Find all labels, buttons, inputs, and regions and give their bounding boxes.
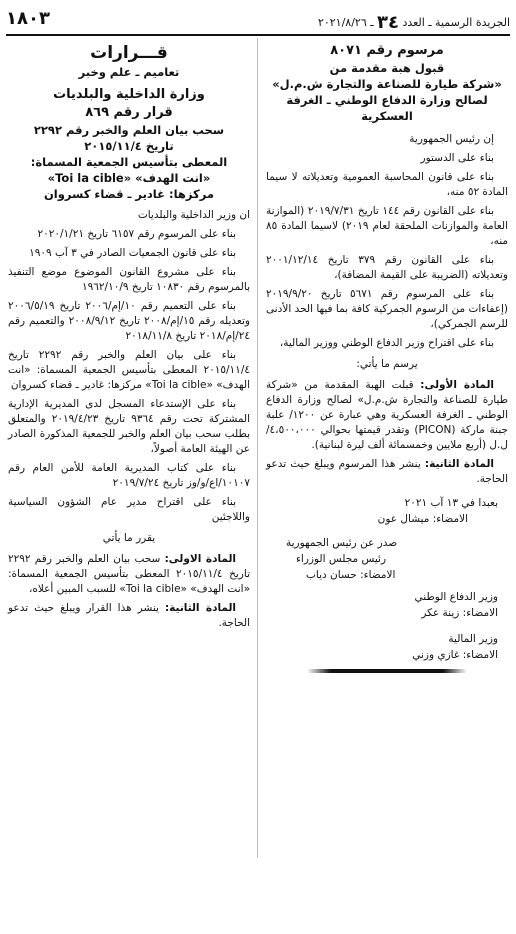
page-number: ١٨٠٣ [6,8,50,29]
end-ornament [307,669,467,673]
gazette-name: الجريدة الرسمية ـ العدد [402,16,510,29]
decree-article-1 [266,378,508,453]
association-name: «انت الهدف» «Toi la cible» [47,171,211,185]
decision-date: تاريخ ٢٠١٥/١١/٤ [84,139,174,153]
decree-preamble-paragraph: بناء على اقتراح وزير الدفاع الوطني ووزير المالية، [279,337,494,349]
decree-article-1-text: قبلت الهبة المقدمة من «شركة طيارة للصناعة والتجارة ش.م.ل» لصالح وزارة الدفاع الوطني ـ الغرفة العسكرية وهي عبارة عن ١٢٠٠/ علبة جبنة ماركة (PICON) وتقدر قيمتها بحوالي ٤،٥٠٠،٠٠٠/ ل.ل (أربع ملايين وخمسمائة ألف ليرة لبنانية). [266,379,508,451]
issued-by: صدر عن رئيس الجمهورية [286,537,398,549]
decision-article-2 [8,601,250,631]
decree-article-2-label: المادة الثانية: [424,458,494,470]
decree-preamble-paragraph: إن رئيس الجمهورية [409,133,494,145]
decision-article-1 [8,552,250,597]
decree-signatures [266,495,508,673]
decision-preamble-paragraph: بناء على التعميم رقم ١٠/إم/٢٠٠٦ تاريخ ٢٠٠٦/٥/١٩ وتعديله رقم ١٥/إم/٢٠٠٨ تاريخ ٢٠٠٨/٩/١٢ والتعميم رقم ٢٤/إم/٢٠١٨ تاريخ ٢٠١٨/١١/٨ [8,300,250,342]
finance-minister-title: وزير المالية [448,633,498,645]
decision-preamble-paragraph: بناء على مشروع القانون الموضوع موضع التنفيذ بالمرسوم رقم ١٠٨٣٠ تاريخ ١٩٦٢/١٠/٩ [8,266,250,293]
decision-article-1-text: سحب بيان العلم والخبر رقم ٢٢٩٢ تاريخ ٢٠١٥/١١/٤ المعطى بتأسيس الجمعية المسماة: «انت الهدف» «Toi la cible» للسبب المبين أعلاه، [8,553,250,595]
decision-preamble-paragraph: بناء على المرسوم رقم ٦١٥٧ تاريخ ٢٠٢٠/١/٢١ [37,228,236,240]
defense-minister-title: وزير الدفاع الوطني [414,591,498,603]
association-line: المعطى بتأسيس الجمعية المسماة: [30,155,228,169]
signing-date: بعبدا في ١٣ آب ٢٠٢١ [404,497,498,509]
page-header [6,6,510,36]
decree-article-1-label: المادة الأولى: [420,379,495,391]
decree-subject-line1: قبول هبة مقدمة من [329,61,445,75]
section-subtitle: تعاميم ـ علم وخبر [78,65,180,79]
issue-date: ـ ٢٠٢١/٨/٢٦ [317,16,374,29]
decisions-column [8,42,250,635]
issue-number: ٣٤ [376,12,399,33]
association-seat: مركزها: غادير ـ قضاء كسروان [43,187,214,201]
finance-minister-signature: الامضاء: غازي وزني [412,649,498,661]
decree-preamble-paragraph: بناء على المرسوم رقم ٥٦٧١ تاريخ ٢٠١٩/٩/٢٠ (إعفاءات من الرسوم الجمركية كافة بما فيها الحد الأدنى للرسم الجمركي)، [266,288,508,330]
decision-preamble-paragraph: بناء على اقتراح مدير عام الشؤون السياسية واللاجئين [8,496,250,523]
decision-preamble-paragraph: بناء على قانون الجمعيات الصادر في ٣ آب ١٩٠٩ [29,247,236,259]
decision-article-2-label: المادة الثانية: [164,602,236,614]
ministry-name: وزارة الداخلية والبلديات [53,87,205,102]
decision-article-2-text: ينشر هذا القرار ويبلغ حيث تدعو الحاجة. [8,602,250,629]
decree-preamble-paragraph: بناء على القانون رقم ١٤٤ تاريخ ٢٠١٩/٧/٣١ (الموازنة العامة والموازنات الملحقة لعام ٢٠١٩) لاسيما المادة ٨٥ منه، [266,205,508,247]
decision-preamble-paragraph: بناء على الإستدعاء المسجل لدى المديرية الإدارية المشتركة تحت رقم ٩٣٦٤ تاريخ ٢٠١٩/٤/٢٣ والمتعلق بطلب سحب بيان العلم والخبر للجمعية المذكورة الصادر عن الهيئة العامة أصولاً، [8,398,251,455]
decree-column [266,42,508,673]
decides-label: يقرر ما يأتي [102,532,156,544]
column-divider [257,38,258,858]
decree-preamble-paragraph: بناء على قانون المحاسبة العمومية وتعديلاته لا سيما المادة ٥٢ منه، [266,171,508,198]
pm-signature: الامضاء: حسان دياب [306,569,396,581]
president-signature: الامضاء: ميشال عون [377,513,468,525]
decree-preamble-paragraph: بناء على الدستور [420,152,494,164]
gazette-header-title [318,12,510,33]
decision-subject: سحب بيان العلم والخبر رقم ٢٢٩٢ [33,123,225,137]
decision-preamble-paragraph: بناء على كتاب المديرية العامة للأمن العام رقم ١٠١٠٧/اع/و/وز تاريخ ٢٠١٩/٧/٢٤ [8,462,250,489]
decree-subject-line3: لصالح وزارة الدفاع الوطني ـ الغرفة العسكرية [286,93,488,123]
decree-title: مرسوم رقم ٨٠٧١ [330,43,444,58]
pm-title: رئيس مجلس الوزراء [296,553,387,565]
decree-article-2 [266,457,508,487]
decision-preamble-paragraph: بناء على بيان العلم والخبر رقم ٢٢٩٢ تاريخ ٢٠١٥/١١/٤ المعطى بتأسيس الجمعية المسماة: «انت الهدف» «Toi la cible» مركزها: غادير ـ قضاء كسروان [8,349,250,391]
defense-minister-signature: الامضاء: زينة عكر [421,607,498,619]
decree-enactment-label: يرسم ما يأتي: [356,358,418,370]
decree-article-2-text: ينشر هذا المرسوم ويبلغ حيث تدعو الحاجة. [266,458,508,485]
decision-number: قرار رقم ٨٦٩ [85,105,173,120]
decision-preamble-paragraph: ان وزير الداخلية والبلديات [137,209,250,221]
section-title: قـــرارات [90,43,168,63]
decision-article-1-label: المادة الاولى: [164,553,236,565]
decree-preamble-paragraph: بناء على القانون رقم ٣٧٩ تاريخ ٢٠٠١/١٢/١٤ وتعديلاته (الضريبة على القيمة المضافة)، [266,254,508,281]
decree-subject-line2: «شركة طيارة للصناعة والتجارة ش.م.ل» [272,77,502,91]
